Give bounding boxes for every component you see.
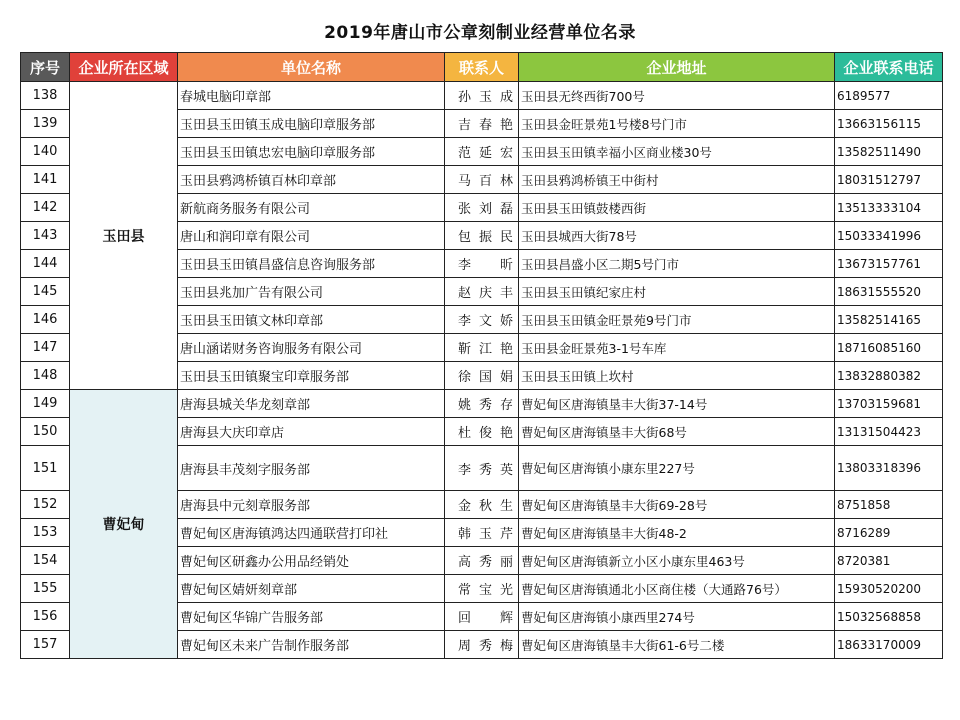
contact-person: 孙玉成 (445, 82, 519, 110)
row-number: 147 (21, 334, 70, 362)
contact-person: 周秀梅 (445, 631, 519, 659)
row-number: 142 (21, 194, 70, 222)
header-contact: 联系人 (445, 53, 519, 82)
company-table (20, 52, 943, 659)
phone-number: 13582514165 (835, 306, 943, 334)
company-address: 曹妃甸区唐海镇通北小区商住楼（大通路76号） (519, 575, 835, 603)
company-name: 新航商务服务有限公司 (178, 194, 445, 222)
contact-person: 金秋生 (445, 491, 519, 519)
company-address: 曹妃甸区唐海镇小康东里227号 (519, 446, 835, 491)
company-name: 唐山涵诺财务咨询服务有限公司 (178, 334, 445, 362)
contact-person: 吉春艳 (445, 110, 519, 138)
table-row (21, 390, 943, 418)
company-name: 唐山和润印章有限公司 (178, 222, 445, 250)
phone-number: 13673157761 (835, 250, 943, 278)
phone-number: 18031512797 (835, 166, 943, 194)
company-address: 玉田县无终西街700号 (519, 82, 835, 110)
row-number: 153 (21, 519, 70, 547)
phone-number: 8720381 (835, 547, 943, 575)
phone-number: 15033341996 (835, 222, 943, 250)
header-phone: 企业联系电话 (835, 53, 943, 82)
company-name: 唐海县大庆印章店 (178, 418, 445, 446)
contact-person: 韩玉芹 (445, 519, 519, 547)
row-number: 151 (21, 446, 70, 491)
phone-number: 8751858 (835, 491, 943, 519)
header-row (21, 53, 943, 82)
row-number: 150 (21, 418, 70, 446)
phone-number: 13832880382 (835, 362, 943, 390)
phone-number: 13663156115 (835, 110, 943, 138)
company-address: 玉田县城西大街78号 (519, 222, 835, 250)
company-address: 曹妃甸区唐海镇垦丰大街37-14号 (519, 390, 835, 418)
contact-person: 回 辉 (445, 603, 519, 631)
header-name: 单位名称 (178, 53, 445, 82)
row-number: 152 (21, 491, 70, 519)
header-area: 企业所在区域 (70, 53, 178, 82)
contact-person: 赵庆丰 (445, 278, 519, 306)
company-address: 玉田县玉田镇鼓楼西街 (519, 194, 835, 222)
company-name: 玉田县鸦鸿桥镇百林印章部 (178, 166, 445, 194)
company-address: 玉田县玉田镇金旺景苑9号门市 (519, 306, 835, 334)
row-number: 140 (21, 138, 70, 166)
row-number: 141 (21, 166, 70, 194)
company-address: 玉田县鸦鸿桥镇王中街村 (519, 166, 835, 194)
company-name: 曹妃甸区华锦广告服务部 (178, 603, 445, 631)
phone-number: 13703159681 (835, 390, 943, 418)
page-title: 2019年唐山市公章刻制业经营单位名录 (324, 23, 636, 43)
company-address: 曹妃甸区唐海镇垦丰大街68号 (519, 418, 835, 446)
company-address: 曹妃甸区唐海镇垦丰大街61-6号二楼 (519, 631, 835, 659)
company-address: 玉田县玉田镇上坎村 (519, 362, 835, 390)
company-address: 玉田县玉田镇纪家庄村 (519, 278, 835, 306)
contact-person: 姚秀存 (445, 390, 519, 418)
contact-person: 靳江艳 (445, 334, 519, 362)
header-no: 序号 (21, 53, 70, 82)
row-number: 146 (21, 306, 70, 334)
contact-person: 徐国娟 (445, 362, 519, 390)
contact-person: 高秀丽 (445, 547, 519, 575)
phone-number: 18716085160 (835, 334, 943, 362)
company-name: 唐海县城关华龙刻章部 (178, 390, 445, 418)
company-name: 玉田县玉田镇玉成电脑印章服务部 (178, 110, 445, 138)
row-number: 157 (21, 631, 70, 659)
company-name: 曹妃甸区未来广告制作服务部 (178, 631, 445, 659)
area-cell: 玉田县 (70, 82, 178, 390)
phone-number: 13803318396 (835, 446, 943, 491)
phone-number: 6189577 (835, 82, 943, 110)
row-number: 154 (21, 547, 70, 575)
contact-person: 包振民 (445, 222, 519, 250)
company-name: 春城电脑印章部 (178, 82, 445, 110)
row-number: 143 (21, 222, 70, 250)
row-number: 144 (21, 250, 70, 278)
company-name: 唐海县中元刻章服务部 (178, 491, 445, 519)
row-number: 149 (21, 390, 70, 418)
company-address: 玉田县玉田镇幸福小区商业楼30号 (519, 138, 835, 166)
row-number: 145 (21, 278, 70, 306)
company-address: 曹妃甸区唐海镇新立小区小康东里463号 (519, 547, 835, 575)
row-number: 155 (21, 575, 70, 603)
row-number: 139 (21, 110, 70, 138)
contact-person: 李秀英 (445, 446, 519, 491)
phone-number: 8716289 (835, 519, 943, 547)
company-address: 曹妃甸区唐海镇垦丰大街69-28号 (519, 491, 835, 519)
phone-number: 13513333104 (835, 194, 943, 222)
row-number: 148 (21, 362, 70, 390)
company-name: 玉田县兆加广告有限公司 (178, 278, 445, 306)
header-address: 企业地址 (519, 53, 835, 82)
company-name: 玉田县玉田镇聚宝印章服务部 (178, 362, 445, 390)
company-name: 曹妃甸区婧妍刻章部 (178, 575, 445, 603)
phone-number: 13131504423 (835, 418, 943, 446)
contact-person: 李 昕 (445, 250, 519, 278)
contact-person: 常宝光 (445, 575, 519, 603)
contact-person: 范延宏 (445, 138, 519, 166)
phone-number: 13582511490 (835, 138, 943, 166)
row-number: 138 (21, 82, 70, 110)
table-row (21, 82, 943, 110)
company-name: 玉田县玉田镇文林印章部 (178, 306, 445, 334)
row-number: 156 (21, 603, 70, 631)
company-address: 曹妃甸区唐海镇垦丰大街48-2 (519, 519, 835, 547)
phone-number: 15930520200 (835, 575, 943, 603)
area-cell: 曹妃甸 (70, 390, 178, 659)
contact-person: 张刘磊 (445, 194, 519, 222)
contact-person: 马百林 (445, 166, 519, 194)
company-name: 唐海县丰茂刻字服务部 (178, 446, 445, 491)
contact-person: 李文娇 (445, 306, 519, 334)
company-address: 玉田县昌盛小区二期5号门市 (519, 250, 835, 278)
contact-person: 杜俊艳 (445, 418, 519, 446)
phone-number: 18631555520 (835, 278, 943, 306)
company-address: 曹妃甸区唐海镇小康西里274号 (519, 603, 835, 631)
phone-number: 15032568858 (835, 603, 943, 631)
phone-number: 18633170009 (835, 631, 943, 659)
company-address: 玉田县金旺景苑1号楼8号门市 (519, 110, 835, 138)
company-name: 曹妃甸区唐海镇鸿达四通联营打印社 (178, 519, 445, 547)
company-name: 玉田县玉田镇忠宏电脑印章服务部 (178, 138, 445, 166)
company-name: 曹妃甸区研鑫办公用品经销处 (178, 547, 445, 575)
company-name: 玉田县玉田镇昌盛信息咨询服务部 (178, 250, 445, 278)
company-address: 玉田县金旺景苑3-1号车库 (519, 334, 835, 362)
